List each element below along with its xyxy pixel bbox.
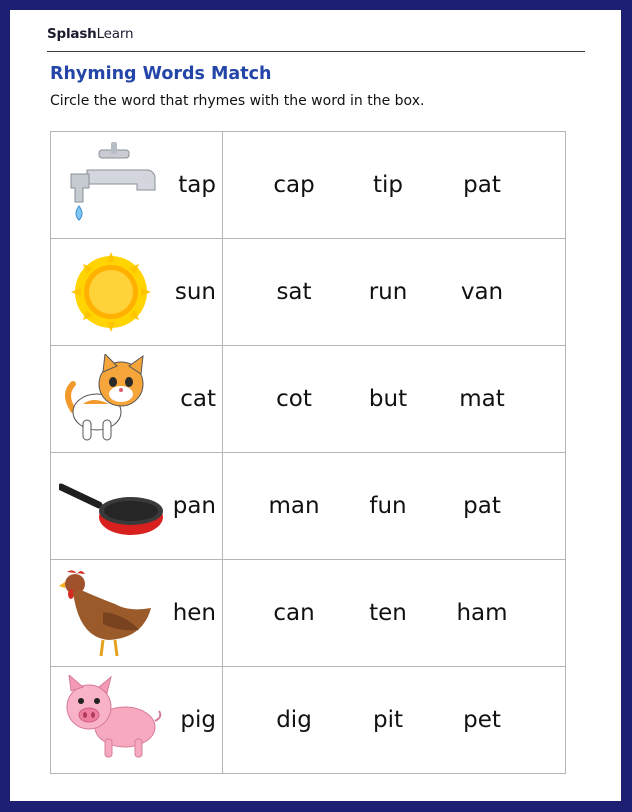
- rhyme-table: [50, 131, 566, 774]
- prompt-word: pig: [180, 707, 216, 733]
- option-word[interactable]: van: [460, 279, 504, 305]
- options-cell: [223, 560, 566, 667]
- option-word[interactable]: can: [273, 600, 315, 626]
- option-word[interactable]: but: [368, 386, 408, 412]
- options-cell: [223, 667, 566, 774]
- prompt-word: sun: [174, 279, 216, 305]
- option-word[interactable]: pet: [463, 707, 501, 733]
- page-title: Rhyming Words Match: [50, 64, 272, 84]
- options-cell: [223, 132, 566, 239]
- worksheet: [10, 10, 621, 801]
- prompt-cell: [51, 453, 223, 560]
- prompt-cell: [51, 667, 223, 774]
- table-row: [51, 346, 566, 453]
- option-word[interactable]: sat: [276, 279, 312, 305]
- option-word[interactable]: mat: [459, 386, 505, 412]
- prompt-cell: [51, 346, 223, 453]
- cat-icon: [59, 354, 163, 444]
- option-word[interactable]: ten: [369, 600, 407, 626]
- pig-icon: [59, 675, 163, 765]
- option-word[interactable]: cot: [276, 386, 312, 412]
- hen-icon: [59, 568, 163, 658]
- option-word[interactable]: pit: [372, 707, 403, 733]
- option-word[interactable]: run: [368, 279, 408, 305]
- prompt-word: cat: [180, 386, 216, 412]
- options-cell: [223, 346, 566, 453]
- option-word[interactable]: pat: [463, 493, 501, 519]
- table-row: [51, 132, 566, 239]
- header-divider: [47, 51, 585, 52]
- option-word[interactable]: fun: [369, 493, 407, 519]
- instructions: Circle the word that rhymes with the word in the box.: [50, 93, 425, 109]
- options-cell: [223, 453, 566, 560]
- tap-icon: [59, 140, 163, 230]
- sun-icon: [59, 247, 163, 337]
- prompt-cell: [51, 239, 223, 346]
- table-row: [51, 239, 566, 346]
- option-word[interactable]: tip: [372, 172, 403, 198]
- option-word[interactable]: ham: [456, 600, 508, 626]
- table-row: [51, 560, 566, 667]
- prompt-cell: [51, 132, 223, 239]
- option-word[interactable]: cap: [273, 172, 315, 198]
- prompt-word: tap: [178, 172, 216, 198]
- pan-icon: [59, 461, 163, 551]
- option-word[interactable]: dig: [276, 707, 312, 733]
- prompt-word: hen: [172, 600, 216, 626]
- options-cell: [223, 239, 566, 346]
- prompt-word: pan: [172, 493, 216, 519]
- table-row: [51, 453, 566, 560]
- brand-logo: SplashLearn: [47, 26, 134, 42]
- prompt-cell: [51, 560, 223, 667]
- option-word[interactable]: man: [268, 493, 320, 519]
- table-row: [51, 667, 566, 774]
- option-word[interactable]: pat: [463, 172, 501, 198]
